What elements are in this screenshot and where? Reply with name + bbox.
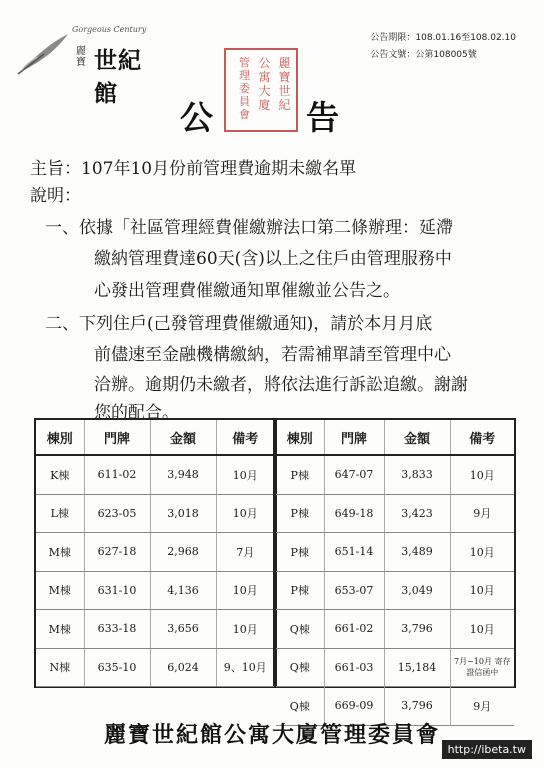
cell-building: M棟 bbox=[36, 571, 84, 610]
table-row bbox=[36, 455, 274, 494]
table-row bbox=[36, 571, 274, 610]
cell-building: P棟 bbox=[276, 494, 324, 533]
seal-column-1: 麗寶世紀 bbox=[278, 56, 291, 112]
logo-small-text: 麗寶 bbox=[76, 46, 86, 68]
cell-remark: 10月 bbox=[216, 494, 274, 533]
cell-remark: 9月 bbox=[450, 494, 514, 533]
header-amount: 金額 bbox=[150, 420, 216, 455]
cell-remark: 10月 bbox=[216, 610, 274, 649]
cell-remark: 10月 bbox=[216, 455, 274, 494]
cell-amount: 3,656 bbox=[150, 610, 216, 649]
feather-logo-icon bbox=[14, 30, 72, 78]
cell-unit: 611-02 bbox=[84, 455, 150, 494]
header-unit: 門牌 bbox=[324, 420, 384, 455]
watermark: http://ibeta.tw bbox=[442, 740, 532, 759]
cell-unit: 649-18 bbox=[324, 494, 384, 533]
cell-remark: 10月 bbox=[450, 455, 514, 494]
cell-amount: 4,136 bbox=[150, 571, 216, 610]
cell-remark: 10月 bbox=[450, 610, 514, 649]
cell-remark: 7月~10月 寄存證信函中 bbox=[450, 648, 514, 687]
cell-unit: 627-18 bbox=[84, 533, 150, 572]
cell-building: N棟 bbox=[36, 648, 84, 687]
overdue-table-left bbox=[36, 420, 274, 687]
title-char-left: 公 bbox=[180, 98, 213, 137]
cell-remark: 9月 bbox=[450, 687, 514, 726]
cell-building: P棟 bbox=[276, 533, 324, 572]
cell-unit: 635-10 bbox=[84, 648, 150, 687]
cell-remark: 9、10月 bbox=[216, 648, 274, 687]
table-row bbox=[36, 610, 274, 649]
item2-line1: 二、下列住戶(己發管理費催繳通知)，請於本月月底 bbox=[45, 314, 433, 334]
cell-building: P棟 bbox=[276, 455, 324, 494]
notice-doc-number: 公告文號：公第108005號 bbox=[370, 50, 477, 60]
item2-line3: 洽辦。逾期仍未繳者，將依法進行訴訟追繳。謝謝 bbox=[94, 375, 468, 395]
cell-unit: 661-02 bbox=[324, 610, 384, 649]
cell-remark: 10月 bbox=[216, 571, 274, 610]
cell-unit: 669-09 bbox=[324, 687, 384, 726]
cell-unit: 633-18 bbox=[84, 610, 150, 649]
cell-unit: 631-10 bbox=[84, 571, 150, 610]
table-row bbox=[36, 533, 274, 572]
cell-amount: 3,796 bbox=[384, 610, 450, 649]
table-row bbox=[276, 610, 514, 649]
cell-remark: 10月 bbox=[450, 571, 514, 610]
cell-building: Q棟 bbox=[276, 610, 324, 649]
cell-amount: 3,049 bbox=[384, 571, 450, 610]
logo-script-text: Gorgeous Century bbox=[72, 25, 147, 34]
title-char-right: 告 bbox=[306, 98, 339, 137]
cell-amount: 3,833 bbox=[384, 455, 450, 494]
table-row bbox=[276, 648, 514, 687]
header-remark: 備考 bbox=[216, 420, 274, 455]
table-header-row bbox=[276, 420, 514, 455]
cell-amount: 15,184 bbox=[384, 648, 450, 687]
cell-remark: 7月 bbox=[216, 533, 274, 572]
page-title bbox=[0, 92, 544, 142]
header-unit: 門牌 bbox=[84, 420, 150, 455]
explain-heading: 說明： bbox=[30, 186, 81, 206]
header-building: 棟別 bbox=[276, 420, 324, 455]
cell-building: M棟 bbox=[36, 610, 84, 649]
cell-amount: 3,423 bbox=[384, 494, 450, 533]
table-row bbox=[276, 571, 514, 610]
cell-building: Q棟 bbox=[276, 687, 324, 726]
overdue-table-right bbox=[276, 420, 514, 726]
item1-line1: 一、依據「社區管理經費催繳辦法口第二條辦理：延滯 bbox=[45, 218, 453, 238]
table-row bbox=[36, 648, 274, 687]
notice-period: 公告期限：108.01.16至108.02.10 bbox=[370, 33, 516, 43]
cell-building: L棟 bbox=[36, 494, 84, 533]
logo-name: 世紀館 bbox=[94, 47, 142, 107]
table-row bbox=[276, 494, 514, 533]
seal-column-3: 管理委員會 bbox=[239, 56, 250, 121]
cell-unit: 653-07 bbox=[324, 571, 384, 610]
header-remark: 備考 bbox=[450, 420, 514, 455]
cell-unit: 623-05 bbox=[84, 494, 150, 533]
seal-column-2: 公寓大廈 bbox=[258, 56, 271, 112]
overdue-table bbox=[34, 418, 516, 713]
cell-building: P棟 bbox=[276, 571, 324, 610]
footer-committee-name: 麗寶世紀館公寓大廈管理委員會 bbox=[103, 722, 440, 748]
cell-unit: 647-07 bbox=[324, 455, 384, 494]
table-row bbox=[36, 494, 274, 533]
cell-building: K棟 bbox=[36, 455, 84, 494]
cell-unit: 651-14 bbox=[324, 533, 384, 572]
cell-building: Q棟 bbox=[276, 648, 324, 687]
cell-amount: 3,796 bbox=[384, 687, 450, 726]
table-header-row bbox=[36, 420, 274, 455]
item1-line3: 心發出管理費催繳通知單催繳並公告之。 bbox=[94, 281, 400, 301]
logo bbox=[14, 22, 164, 107]
item2-line2: 前儘速至金融機構繳納，若需補單請至管理中心 bbox=[94, 345, 451, 365]
cell-amount: 3,948 bbox=[150, 455, 216, 494]
header-building: 棟別 bbox=[36, 420, 84, 455]
cell-amount: 3,018 bbox=[150, 494, 216, 533]
item2-line4: 您的配合。 bbox=[94, 403, 179, 423]
cell-remark: 10月 bbox=[450, 533, 514, 572]
header-amount: 金額 bbox=[384, 420, 450, 455]
item1-line2: 繳納管理費達60天(含)以上之住戶由管理服務中 bbox=[94, 249, 452, 269]
cell-amount: 6,024 bbox=[150, 648, 216, 687]
notice-meta bbox=[370, 30, 516, 64]
cell-amount: 3,489 bbox=[384, 533, 450, 572]
cell-building: M棟 bbox=[36, 533, 84, 572]
subject-line: 主旨：107年10月份前管理費逾期未繳名單 bbox=[30, 159, 357, 179]
cell-amount: 2,968 bbox=[150, 533, 216, 572]
cell-unit: 661-03 bbox=[324, 648, 384, 687]
table-row bbox=[276, 533, 514, 572]
table-row bbox=[276, 455, 514, 494]
